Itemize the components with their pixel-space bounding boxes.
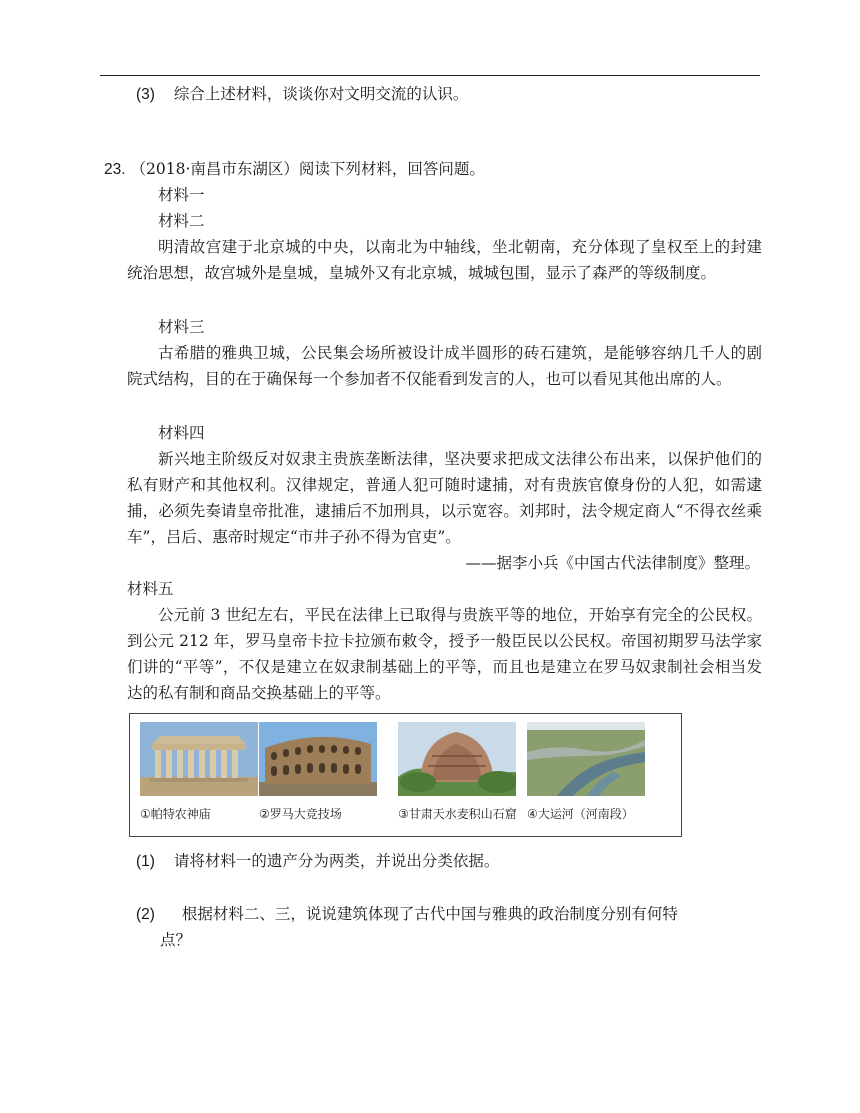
material-1-title: 材料一: [158, 186, 205, 204]
figure-caption-1: ①帕特农神庙: [140, 807, 211, 821]
q23-sub1-text: 请将材料一的遗产分为两类，并说出分类依据。: [173, 852, 500, 870]
q22-sub3-text: 综合上述材料，谈谈你对文明交流的认识。: [173, 85, 469, 103]
q23-sub1: [136, 848, 499, 875]
q23-sub1-number: (1): [136, 853, 155, 870]
material-2-text: 明清故宫建于北京城的中央，以南北为中轴线，坐北朝南，充分体现了皇权至上的封建统治思想，故宫城外是皇城，皇城外又有北京城，城城包围，显示了森严的等级制度。: [127, 238, 762, 282]
material-4-source: ——据李小兵《中国古代法律制度》整理。: [465, 554, 760, 572]
material-3-text: 古希腊的雅典卫城，公民集会场所被设计成半圆形的砖石建筑，是能够容纳几千人的剧院式结构，目的在于确保每一个参加者不仅能看到发言的人，也可以看见其他出席的人。: [127, 344, 762, 388]
figure-caption-4: ④大运河（河南段）: [527, 807, 634, 821]
material-3-title: 材料三: [158, 318, 205, 336]
material-5-title: 材料五: [127, 580, 174, 598]
q23-number: 23.: [104, 161, 126, 178]
material-4-title: 材料四: [158, 424, 205, 442]
parthenon-photo: [140, 722, 258, 796]
figure-caption-2: ②罗马大竞技场: [259, 807, 342, 821]
material-2-title: 材料二: [158, 212, 205, 230]
q23-sub2-number: (2): [136, 906, 155, 923]
header-rule: [100, 75, 760, 76]
figure-item-2: [259, 722, 377, 821]
colosseum-photo: [259, 722, 377, 796]
q23-sub2-text-line1: 根据材料二、三，说说建筑体现了古代中国与雅典的政治制度分别有何特: [181, 905, 678, 923]
q23-sub2-text-line2: 点？: [160, 931, 192, 949]
material-5-text: 公元前 3 世纪左右，平民在法律上已取得与贵族平等的地位，开始享有完全的公民权。到公元 212 年，罗马皇帝卡拉卡拉颁布敕令，授予一般臣民以公民权。帝国初期罗马法学家们讲的“平等”，不仅是建立在奴隶制基础上的平等，而且也是建立在罗马奴隶制社会相当发达的私有制和商品交换基础上的平等。: [127, 606, 762, 702]
material-4-text: 新兴地主阶级反对奴隶主贵族垄断法律，坚决要求把成文法律公布出来，以保护他们的私有财产和其他权利。汉律规定，普通人犯可随时逮捕，对有贵族官僚身份的人犯，如需逮捕，必须先奏请皇帝批准，逮捕后不加刑具，以示宽容。刘邦时，法令规定商人“不得衣丝乘车”，吕后、惠帝时规定“市井子孙不得为官吏”。: [127, 450, 762, 546]
figure-item-3: [398, 722, 517, 821]
figure-item-4: [527, 722, 645, 821]
heritage-figure: [129, 713, 682, 837]
maijishan-grottoes-photo: [398, 722, 516, 796]
q23-sub2: [136, 901, 678, 928]
figure-item-1: [140, 722, 258, 821]
q23-stem: [104, 156, 485, 183]
figure-caption-3: ③甘肃天水麦积山石窟: [398, 807, 517, 821]
q22-sub3-number: (3): [136, 86, 155, 103]
q22-sub3: [136, 81, 468, 108]
grand-canal-photo: [527, 722, 645, 796]
q23-stem-text: （2018·南昌市东湖区）阅读下列材料，回答问题。: [130, 160, 485, 178]
